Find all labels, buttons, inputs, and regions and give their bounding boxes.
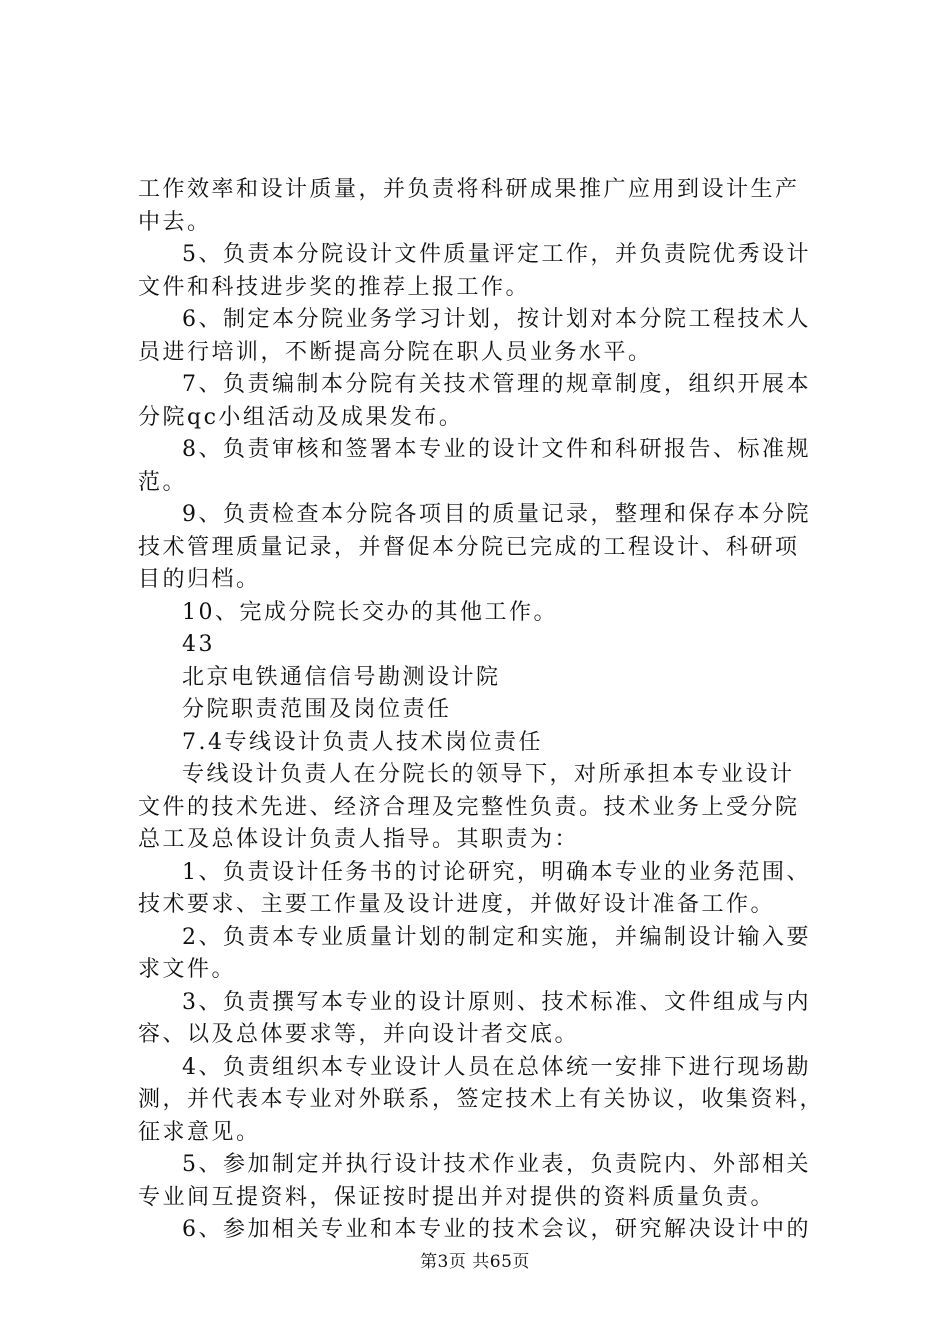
text-line: 容、以及总体要求等，并向设计者交底。	[138, 1022, 580, 1047]
text-line: 4、负责组织本专业设计人员在总体统一安排下进行现场勘	[182, 1054, 811, 1080]
text-line: 中去。	[138, 209, 212, 235]
text-line: 分院qc小组活动及成果发布。	[138, 404, 464, 430]
text-line: 7.4专线设计负责人技术岗位责任	[182, 729, 543, 755]
text-line: 7、负责编制本分院有关技术管理的规章制度，组织开展本	[182, 372, 811, 397]
text-line: 工作效率和设计质量，并负责将科研成果推广应用到设计生产	[138, 177, 800, 202]
text-line: 北京电铁通信信号勘测设计院	[182, 664, 501, 690]
text-line: 分院职责范围及岗位责任	[182, 697, 452, 722]
text-line: 测，并代表本专业对外联系，签定技术上有关协议，收集资料，	[138, 1087, 825, 1112]
text-line: 43	[182, 632, 215, 657]
text-line: 2、负责本专业质量计划的制定和实施，并编制设计输入要	[182, 924, 811, 950]
text-line: 5、负责本分院设计文件质量评定工作，并负责院优秀设计	[182, 242, 811, 267]
text-line: 征求意见。	[138, 1119, 261, 1145]
document-body	[138, 174, 838, 1247]
text-line: 1、负责设计任务书的讨论研究，明确本专业的业务范围、	[182, 859, 811, 885]
text-line: 6、制定本分院业务学习计划，按计划对本分院工程技术人	[182, 307, 811, 332]
text-line: 技术管理质量记录，并督促本分院已完成的工程设计、科研项	[138, 534, 800, 560]
text-line: 专线设计负责人在分院长的领导下，对所承担本专业设计	[182, 762, 795, 787]
text-line: 文件的技术先进、经济合理及完整性负责。技术业务上受分院	[138, 794, 800, 820]
text-line: 6、参加相关专业和本专业的技术会议，研究解决设计中的	[182, 1217, 811, 1242]
text-line: 员进行培训，不断提高分院在职人员业务水平。	[138, 339, 653, 365]
page-footer: 第3页 共65页	[420, 1252, 530, 1272]
text-line: 3、负责撰写本专业的设计原则、技术标准、文件组成与内	[182, 989, 811, 1015]
text-line: 9、负责检查本分院各项目的质量记录，整理和保存本分院	[182, 502, 811, 527]
text-line: 5、参加制定并执行设计技术作业表，负责院内、外部相关	[182, 1152, 811, 1177]
text-line: 技术要求、主要工作量及设计进度，并做好设计准备工作。	[138, 892, 776, 917]
text-line: 目的归档。	[138, 567, 261, 592]
text-line: 范。	[138, 469, 188, 495]
text-line: 文件和科技进步奖的推荐上报工作。	[138, 274, 531, 300]
text-line: 求文件。	[138, 957, 237, 982]
text-line: 总工及总体设计负责人指导。其职责为：	[138, 827, 580, 852]
text-line: 10、完成分院长交办的其他工作。	[182, 599, 558, 625]
text-line: 专业间互提资料，保证按时提出并对提供的资料质量负责。	[138, 1184, 776, 1210]
text-line: 8、负责审核和签署本专业的设计文件和科研报告、标准规	[182, 437, 811, 462]
